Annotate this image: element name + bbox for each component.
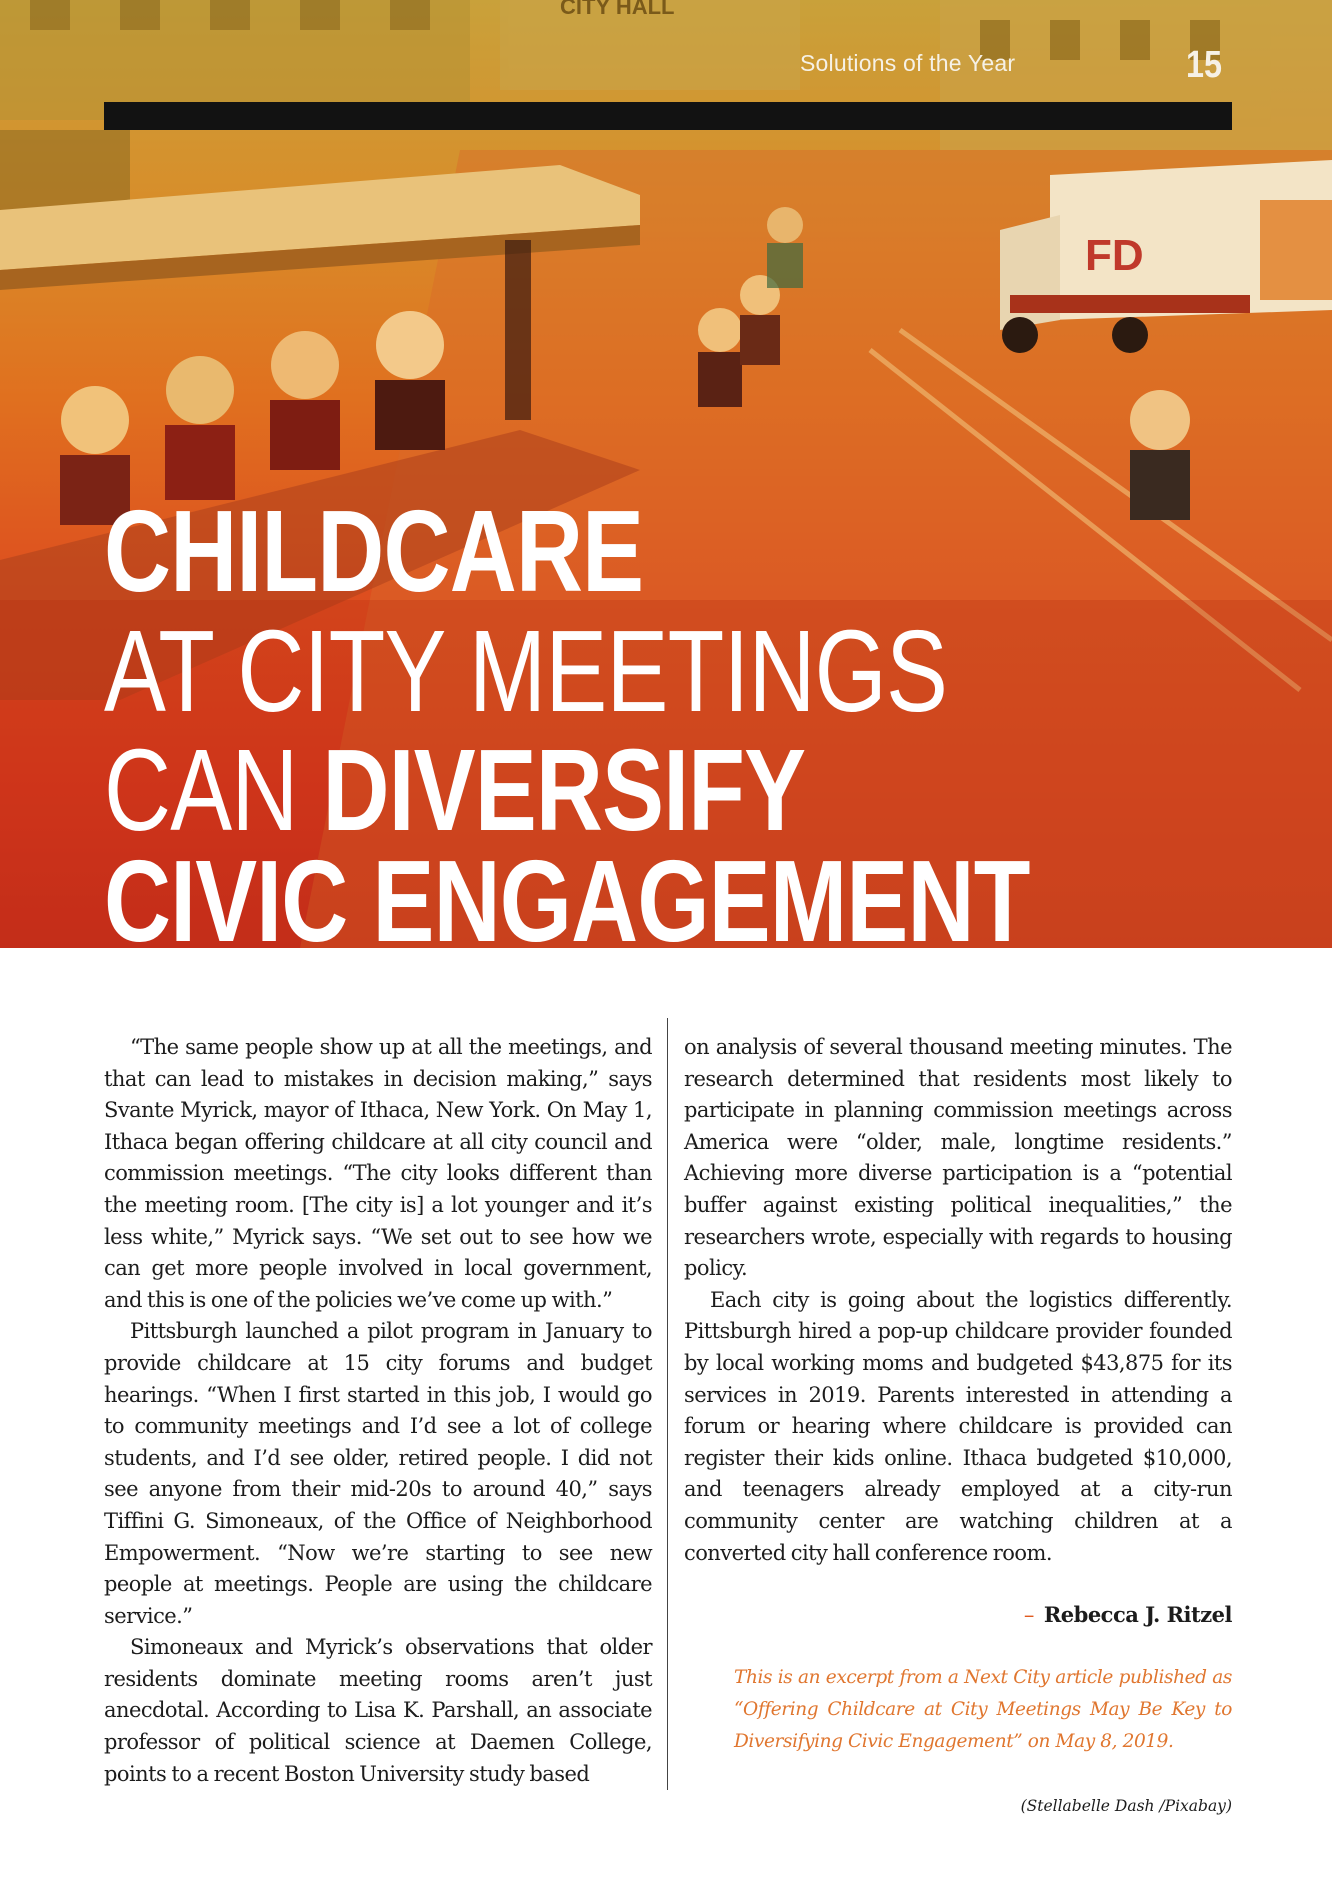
truck-fd-label: FD (1085, 231, 1144, 280)
photo-credit: (Stellabelle Dash /Pixabay) (1020, 1797, 1232, 1815)
author-byline (1024, 1602, 1232, 1627)
article-paragraph: “The same people show up at all the meetings, and that can lead to mistakes in decision making,” says Svante Myrick, mayor of Ithaca, New York. On May 1, Ithaca began offering childcare at all city council and commission meetings. “The city looks different than the meeting room. [The city is] a lot younger and it’s less white,” Myrick says. “We set out to see how we can get more people involved in local government, and this is one of the policies we’ve come up with.” (104, 1035, 652, 1312)
headline-line-3-bold: DIVERSIFY (322, 725, 806, 855)
headline-line-3-light: CAN (104, 725, 323, 855)
column-divider (667, 1018, 668, 1790)
section-label: Solutions of the Year (800, 50, 1016, 76)
headline-line-2: AT CITY MEETINGS (104, 606, 948, 736)
excerpt-note: This is an excerpt from a Next City article published as “Offering Childcare at City Meetings May Be Key to Diversifying Civic Engagement” on May 8, 2019. (734, 1667, 1232, 1752)
headline-line-1: CHILDCARE (104, 486, 644, 616)
article-column-right (684, 1032, 1232, 1569)
article-paragraph: Each city is going about the logistics differently. Pittsburgh hired a pop-up childcare provider founded by local working moms and budgeted $43,875 for its services in 2019. Parents interested in attending a forum or hearing where childcare is provided can register their kids online. Ithaca budgeted $10,000, and teenagers already employed at a city-run community center are watching children at a converted city hall conference room. (684, 1287, 1232, 1565)
headline-line-4: CIVIC ENGAGEMENT (104, 836, 1030, 948)
article-paragraph: Simoneaux and Myrick’s observations that older residents dominate meeting rooms aren’t just anecdotal. According to Lisa K. Parshall, an associate professor of political science at Daemen College, points to a recent Boston University study based (104, 1635, 652, 1786)
city-hall-sign: CITY HALL (560, 0, 675, 19)
headline-line-3 (104, 725, 806, 855)
article-paragraph: on analysis of several thousand meeting minutes. The research determined that residents most likely to participate in planning commission meetings across America were “older, male, longtime residents.” Achieving more diverse participation is a “potential buffer against existing political inequalities,” the researchers wrote, especially with regards to housing policy. (684, 1035, 1232, 1281)
header-rule (104, 102, 1232, 130)
article-paragraph: Pittsburgh launched a pilot program in January to provide childcare at 15 city forums and budget hearings. “When I first started in this job, I would go to community meetings and I’d see a lot of college students, and I’d see older, retired people. I did not see anyone from their mid-20s to around 40,” says Tiffini G. Simoneaux, of the Office of Neighborhood Empowerment. “Now we’re starting to see new people at meetings. People are using the childcare service.” (104, 1319, 652, 1628)
page-number: 15 (1186, 44, 1222, 86)
byline-dash: – (1023, 1603, 1034, 1627)
author-name: Rebecca J. Ritzel (1043, 1602, 1232, 1627)
article-column-left (104, 1032, 652, 1790)
